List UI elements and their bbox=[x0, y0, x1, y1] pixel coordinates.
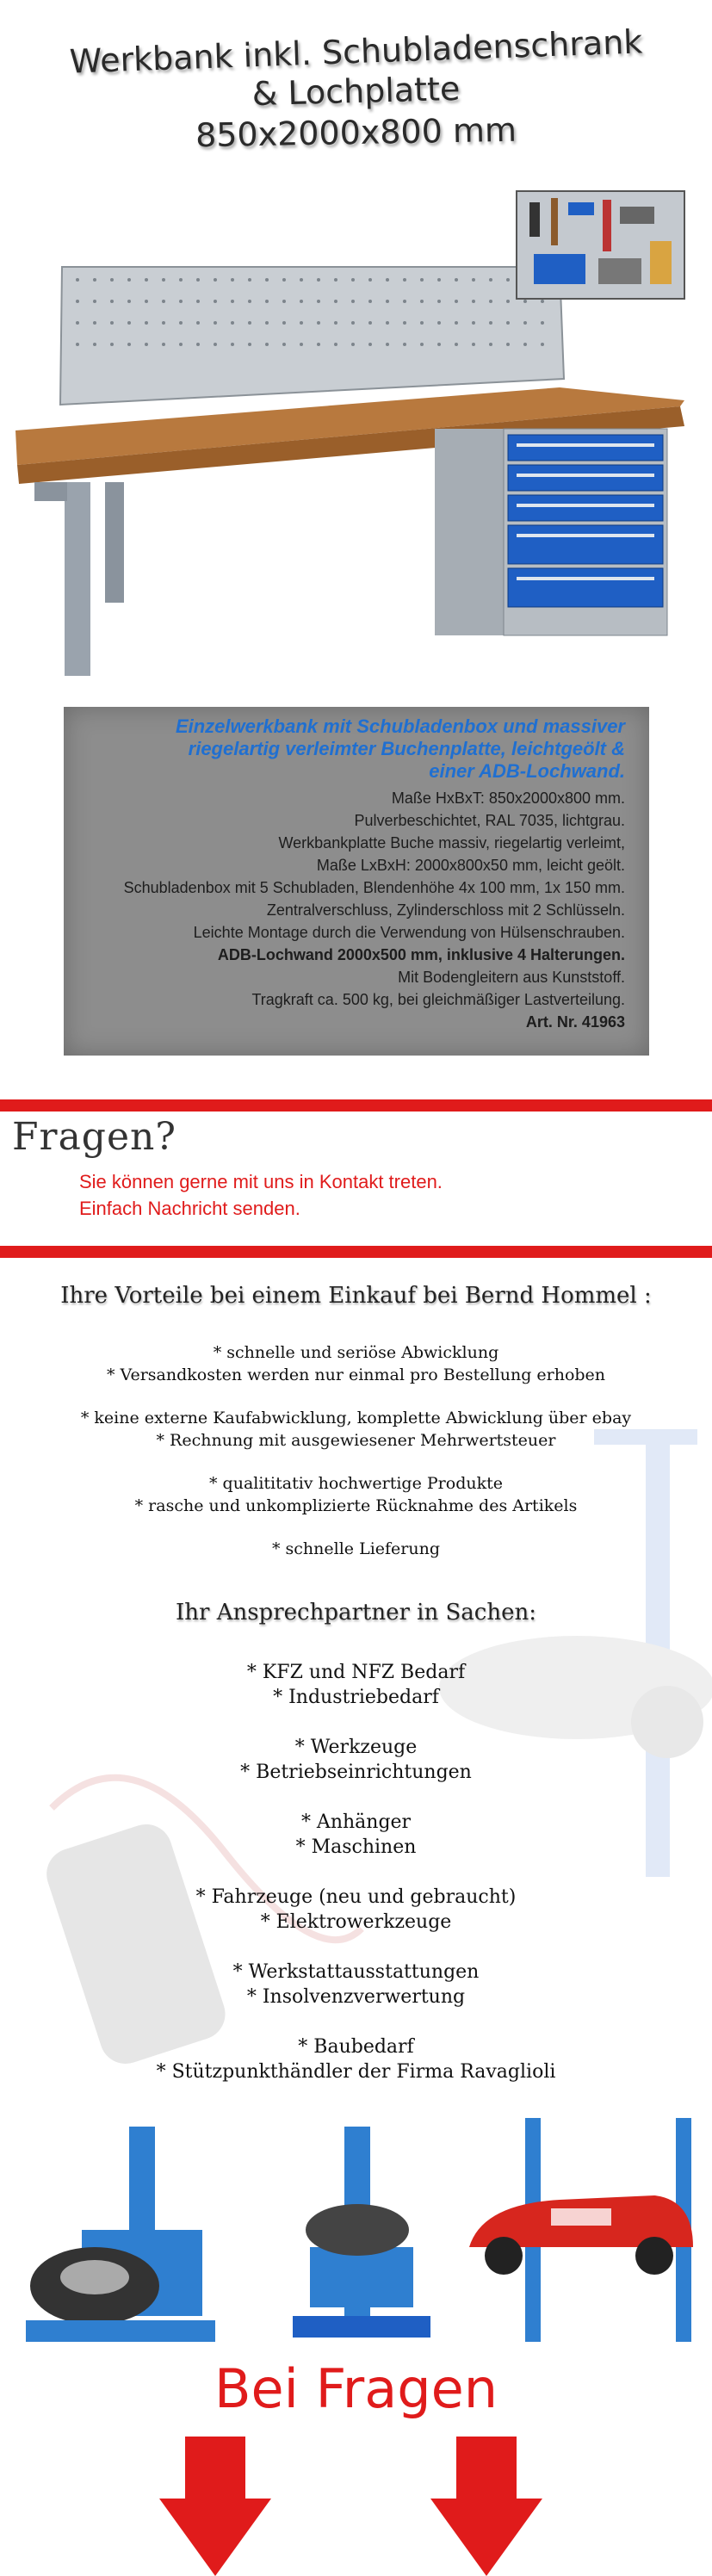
vorteil-item: * qualititativ hochwertige Produkte bbox=[209, 1474, 503, 1493]
drawer-cabinet bbox=[435, 429, 667, 635]
fragen-title: Fragen? bbox=[12, 1115, 176, 1159]
spec-line: ADB-Lochwand 2000x500 mm, inklusive 4 Halterungen. bbox=[217, 946, 625, 963]
ansprech-item: * Maschinen bbox=[295, 1836, 417, 1858]
red-divider-top bbox=[0, 1099, 712, 1112]
spec-line: Pulverbeschichtet, RAL 7035, lichtgrau. bbox=[354, 812, 625, 829]
ansprech-heading: Ihr Ansprechpartner in Sachen: bbox=[175, 1600, 537, 1625]
tire-changer-left bbox=[26, 2127, 215, 2342]
spec-line: Schubladenbox mit 5 Schubladen, Blendenhöhe 4x 100 mm, 1x 150 mm. bbox=[123, 879, 625, 896]
arrow-down-icon-left bbox=[159, 2437, 271, 2576]
page-title-line2: & Lochplatte bbox=[251, 69, 461, 114]
spec-line: Maße LxBxH: 2000x800x50 mm, leicht geölt. bbox=[316, 857, 625, 874]
vorteile-heading: Ihre Vorteile bei einem Einkauf bei Bernd Hommel : bbox=[60, 1283, 652, 1309]
page-title-line1: Werkbank inkl. Schubladenschrank bbox=[69, 22, 643, 81]
tool-wall-inset bbox=[517, 191, 684, 299]
ansprech-item: * Industriebedarf bbox=[273, 1687, 439, 1708]
spec-line: Werkbankplatte Buche massiv, riegelartig verleimt, bbox=[278, 834, 625, 851]
vorteil-item: * schnelle Lieferung bbox=[271, 1539, 441, 1558]
vorteil-item: * Versandkosten werden nur einmal pro Bestellung erhoben bbox=[106, 1365, 606, 1384]
ansprech-item: * Fahrzeuge (neu und gebraucht) bbox=[195, 1886, 517, 1908]
ansprech-item: * KFZ und NFZ Bedarf bbox=[246, 1662, 466, 1683]
page-title-line3: 850x2000x800 mm bbox=[195, 110, 517, 155]
spec-line: Leichte Montage durch die Verwendung von Hülsenschrauben. bbox=[193, 924, 625, 941]
product-description-box bbox=[64, 707, 649, 1056]
article-number: Art. Nr. 41963 bbox=[525, 1013, 625, 1031]
ansprech-item: * Werkzeuge bbox=[294, 1737, 418, 1758]
red-divider-bottom bbox=[0, 1246, 712, 1258]
bei-fragen-heading: Bei Fragen bbox=[214, 2357, 498, 2420]
contact-line1: Sie können gerne mit uns in Kontakt treten. bbox=[79, 1171, 443, 1192]
machines-image-row bbox=[0, 2101, 712, 2359]
headline-line3: einer ADB-Lochwand. bbox=[429, 760, 625, 782]
headline-line2: riegelartig verleimter Buchenplatte, leichtgeölt & bbox=[188, 738, 625, 759]
spec-line: Tragkraft ca. 500 kg, bei gleichmäßiger Lastverteilung. bbox=[251, 991, 625, 1008]
arrows bbox=[0, 2437, 712, 2576]
car-lift-right bbox=[469, 2118, 693, 2342]
ansprech-item: * Elektrowerkzeuge bbox=[260, 1911, 452, 1933]
tire-changer-middle bbox=[293, 2127, 430, 2338]
ansprech-item: * Anhänger bbox=[300, 1811, 412, 1833]
vorteil-item: * keine externe Kaufabwicklung, komplette Abwicklung über ebay bbox=[80, 1409, 632, 1427]
spec-line: Maße HxBxT: 850x2000x800 mm. bbox=[391, 790, 625, 807]
vorteil-item: * schnelle und seriöse Abwicklung bbox=[213, 1343, 499, 1362]
ansprech-item: * Betriebseinrichtungen bbox=[240, 1762, 472, 1783]
ansprech-item: * Baubedarf bbox=[298, 2036, 414, 2058]
arrow-down-icon-right bbox=[430, 2437, 542, 2576]
ansprech-item: * Stützpunkthändler der Firma Ravaglioli bbox=[156, 2061, 556, 2083]
spec-line: Zentralverschluss, Zylinderschloss mit 2 Schlüsseln. bbox=[266, 901, 625, 919]
ansprech-item: * Werkstattausstattungen bbox=[232, 1961, 480, 1983]
workbench-image bbox=[0, 181, 712, 697]
spec-line: Mit Bodengleitern aus Kunststoff. bbox=[398, 969, 625, 986]
pegboard bbox=[60, 267, 564, 405]
vorteil-item: * Rechnung mit ausgewiesener Mehrwertsteuer bbox=[156, 1431, 556, 1450]
vorteil-item: * rasche und unkomplizierte Rücknahme des Artikels bbox=[134, 1496, 578, 1515]
ansprech-item: * Insolvenzverwertung bbox=[246, 1986, 466, 2008]
contact-line2: Einfach Nachricht senden. bbox=[79, 1198, 300, 1219]
headline-line1: Einzelwerkbank mit Schubladenbox und massiver bbox=[175, 715, 625, 737]
